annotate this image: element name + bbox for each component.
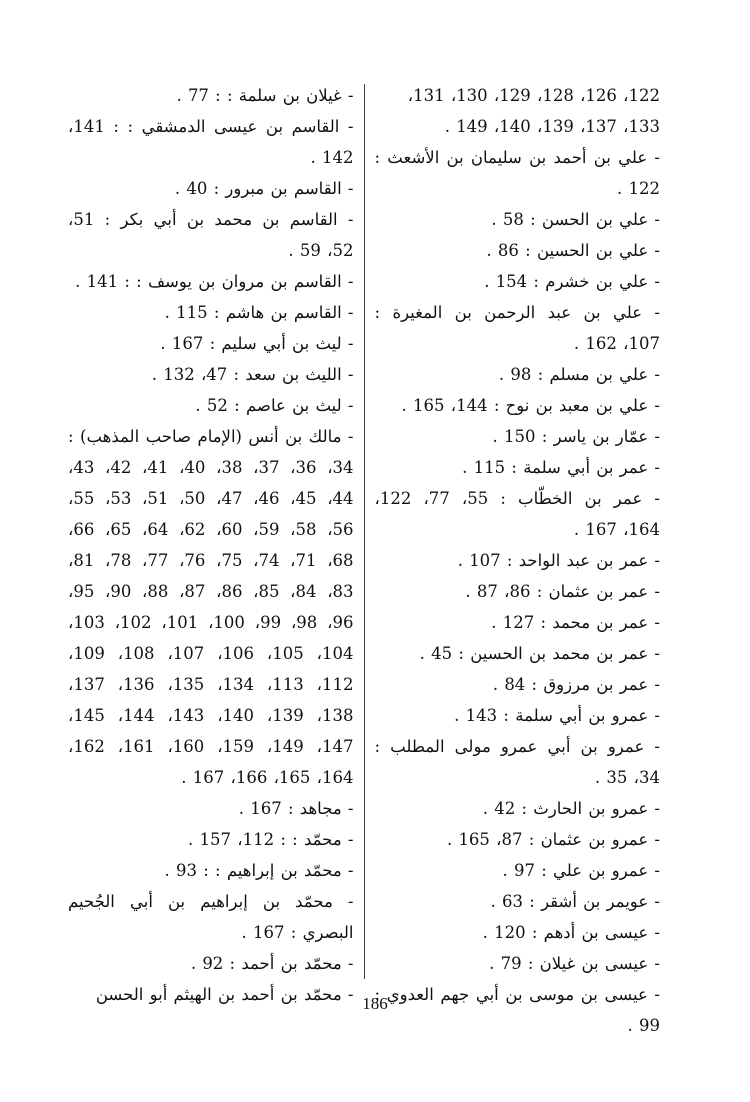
index-entry: - علي بن الحسن : 58 . (491, 210, 660, 229)
index-entry: - علي بن الحسين : 86 . (486, 241, 660, 260)
index-entry: - عمر بن عبد الواحد : 107 . (457, 551, 660, 570)
index-entry: - عمر بن محمد بن الحسين : 45 . (419, 644, 660, 663)
index-entry: - القاسم بن مبرور : 40 . (174, 179, 354, 198)
index-entry: - عيسى بن أدهم : 120 . (482, 923, 660, 942)
index-entry: - عمرو بن علي : 97 . (502, 861, 660, 880)
index-entry: - عمرو بن الحارث : 42 . (482, 799, 660, 818)
index-entry: - عمر بن الخطّاب : 55، 77، 122، 164، 167 . (374, 489, 660, 539)
index-entry: - القاسم بن هاشم : 115 . (164, 303, 354, 322)
index-entry: - عمر بن عثمان : 86، 87 . (465, 582, 660, 601)
page-number: 186 (362, 994, 388, 1013)
index-entry: - القاسم بن محمد بن أبي بكر : 51، 52، 59 . (68, 210, 354, 260)
column-divider (364, 84, 365, 979)
index-entry: - ليث بن عاصم : 52 . (195, 396, 354, 415)
index-entry: - عمرو بن أبي عمرو مولى المطلب : 34، 35 . (374, 737, 660, 787)
index-entry: - مجاهد : 167 . (238, 799, 354, 818)
index-entry: - محمّد بن إبراهيم بن أبي الجُحيم البصري : 167 . (68, 892, 354, 942)
index-column-left (68, 80, 364, 1004)
index-entry: - محمّد بن إبراهيم : : 93 . (164, 861, 354, 880)
index-entry: - عيسى بن غيلان : 79 . (489, 954, 660, 973)
index-entry: - القاسم بن عيسى الدمشقي : : 141، 142 . (68, 117, 354, 167)
index-entry: - محمّد بن أحمد بن الهيثم أبو الحسن (95, 985, 354, 1004)
index-entry: - عمرو بن عثمان : 87، 165 . (446, 830, 660, 849)
index-entry: - عمّار بن ياسر : 150 . (492, 427, 660, 446)
index-entry: - علي بن عبد الرحمن بن المغيرة : 107، 162 . (374, 303, 660, 353)
index-entry: 133، 137، 139، 140، 149 . (444, 117, 660, 136)
index-entry: - عمر بن محمد : 127 . (491, 613, 660, 632)
index-entry: - القاسم بن مروان بن يوسف : : 141 . (75, 272, 354, 291)
index-entry: - عمر بن أبي سلمة : 115 . (462, 458, 660, 477)
index-entry: - غيلان بن سلمة : : 77 . (176, 86, 354, 105)
index-entry: - الليث بن سعد : 47، 132 . (151, 365, 354, 384)
index-entry: - مالك بن أنس (الإمام صاحب المذهب) : 34، 36، 37، 38، 40، 41، 42، 43، 44، 45، 46، 47، 50، 51، 53، 55، 56، 58، 59، 60، 62، 64، 65، 66، 68، 71، 74، 75، 76، 77، 78، 81، 83، 84، 85، 86، 87، 88، 90، 95، 96، 98، 99، 100، 101، 102، 103، 104، 105، 106، 107، 108، 109، 112، 113، 134، 135، 136، 137، 138، 139، 140، 143، 144، 145، 147، 149، 159، 160، 161، 162، 164، 165، 166، 167 . (68, 427, 354, 787)
index-entry: - محمّد : : 112، 157 . (188, 830, 354, 849)
index-entry: - محمّد بن أحمد : 92 . (190, 954, 354, 973)
index-entry: - علي بن معبد بن نوح : 144، 165 . (401, 396, 660, 415)
index-entry: - علي بن مسلم : 98 . (498, 365, 660, 384)
index-entry: - علي بن خشرم : 154 . (484, 272, 660, 291)
index-entry: - عويمر بن أشقر : 63 . (490, 892, 660, 911)
index-entry: - عمرو بن أبي سلمة : 143 . (454, 706, 660, 725)
index-entry: - عيسى بن موسى بن أبي جهم العدوي : 99 . (374, 985, 660, 1035)
index-entry: - علي بن أحمد بن سليمان بن الأشعث : 122 . (374, 148, 660, 198)
index-entry: 122، 126، 128، 129، 130، 131، (407, 86, 660, 105)
index-entry: - عمر بن مرزوق : 84 . (492, 675, 660, 694)
index-entry: - ليث بن أبي سليم : 167 . (160, 334, 354, 353)
